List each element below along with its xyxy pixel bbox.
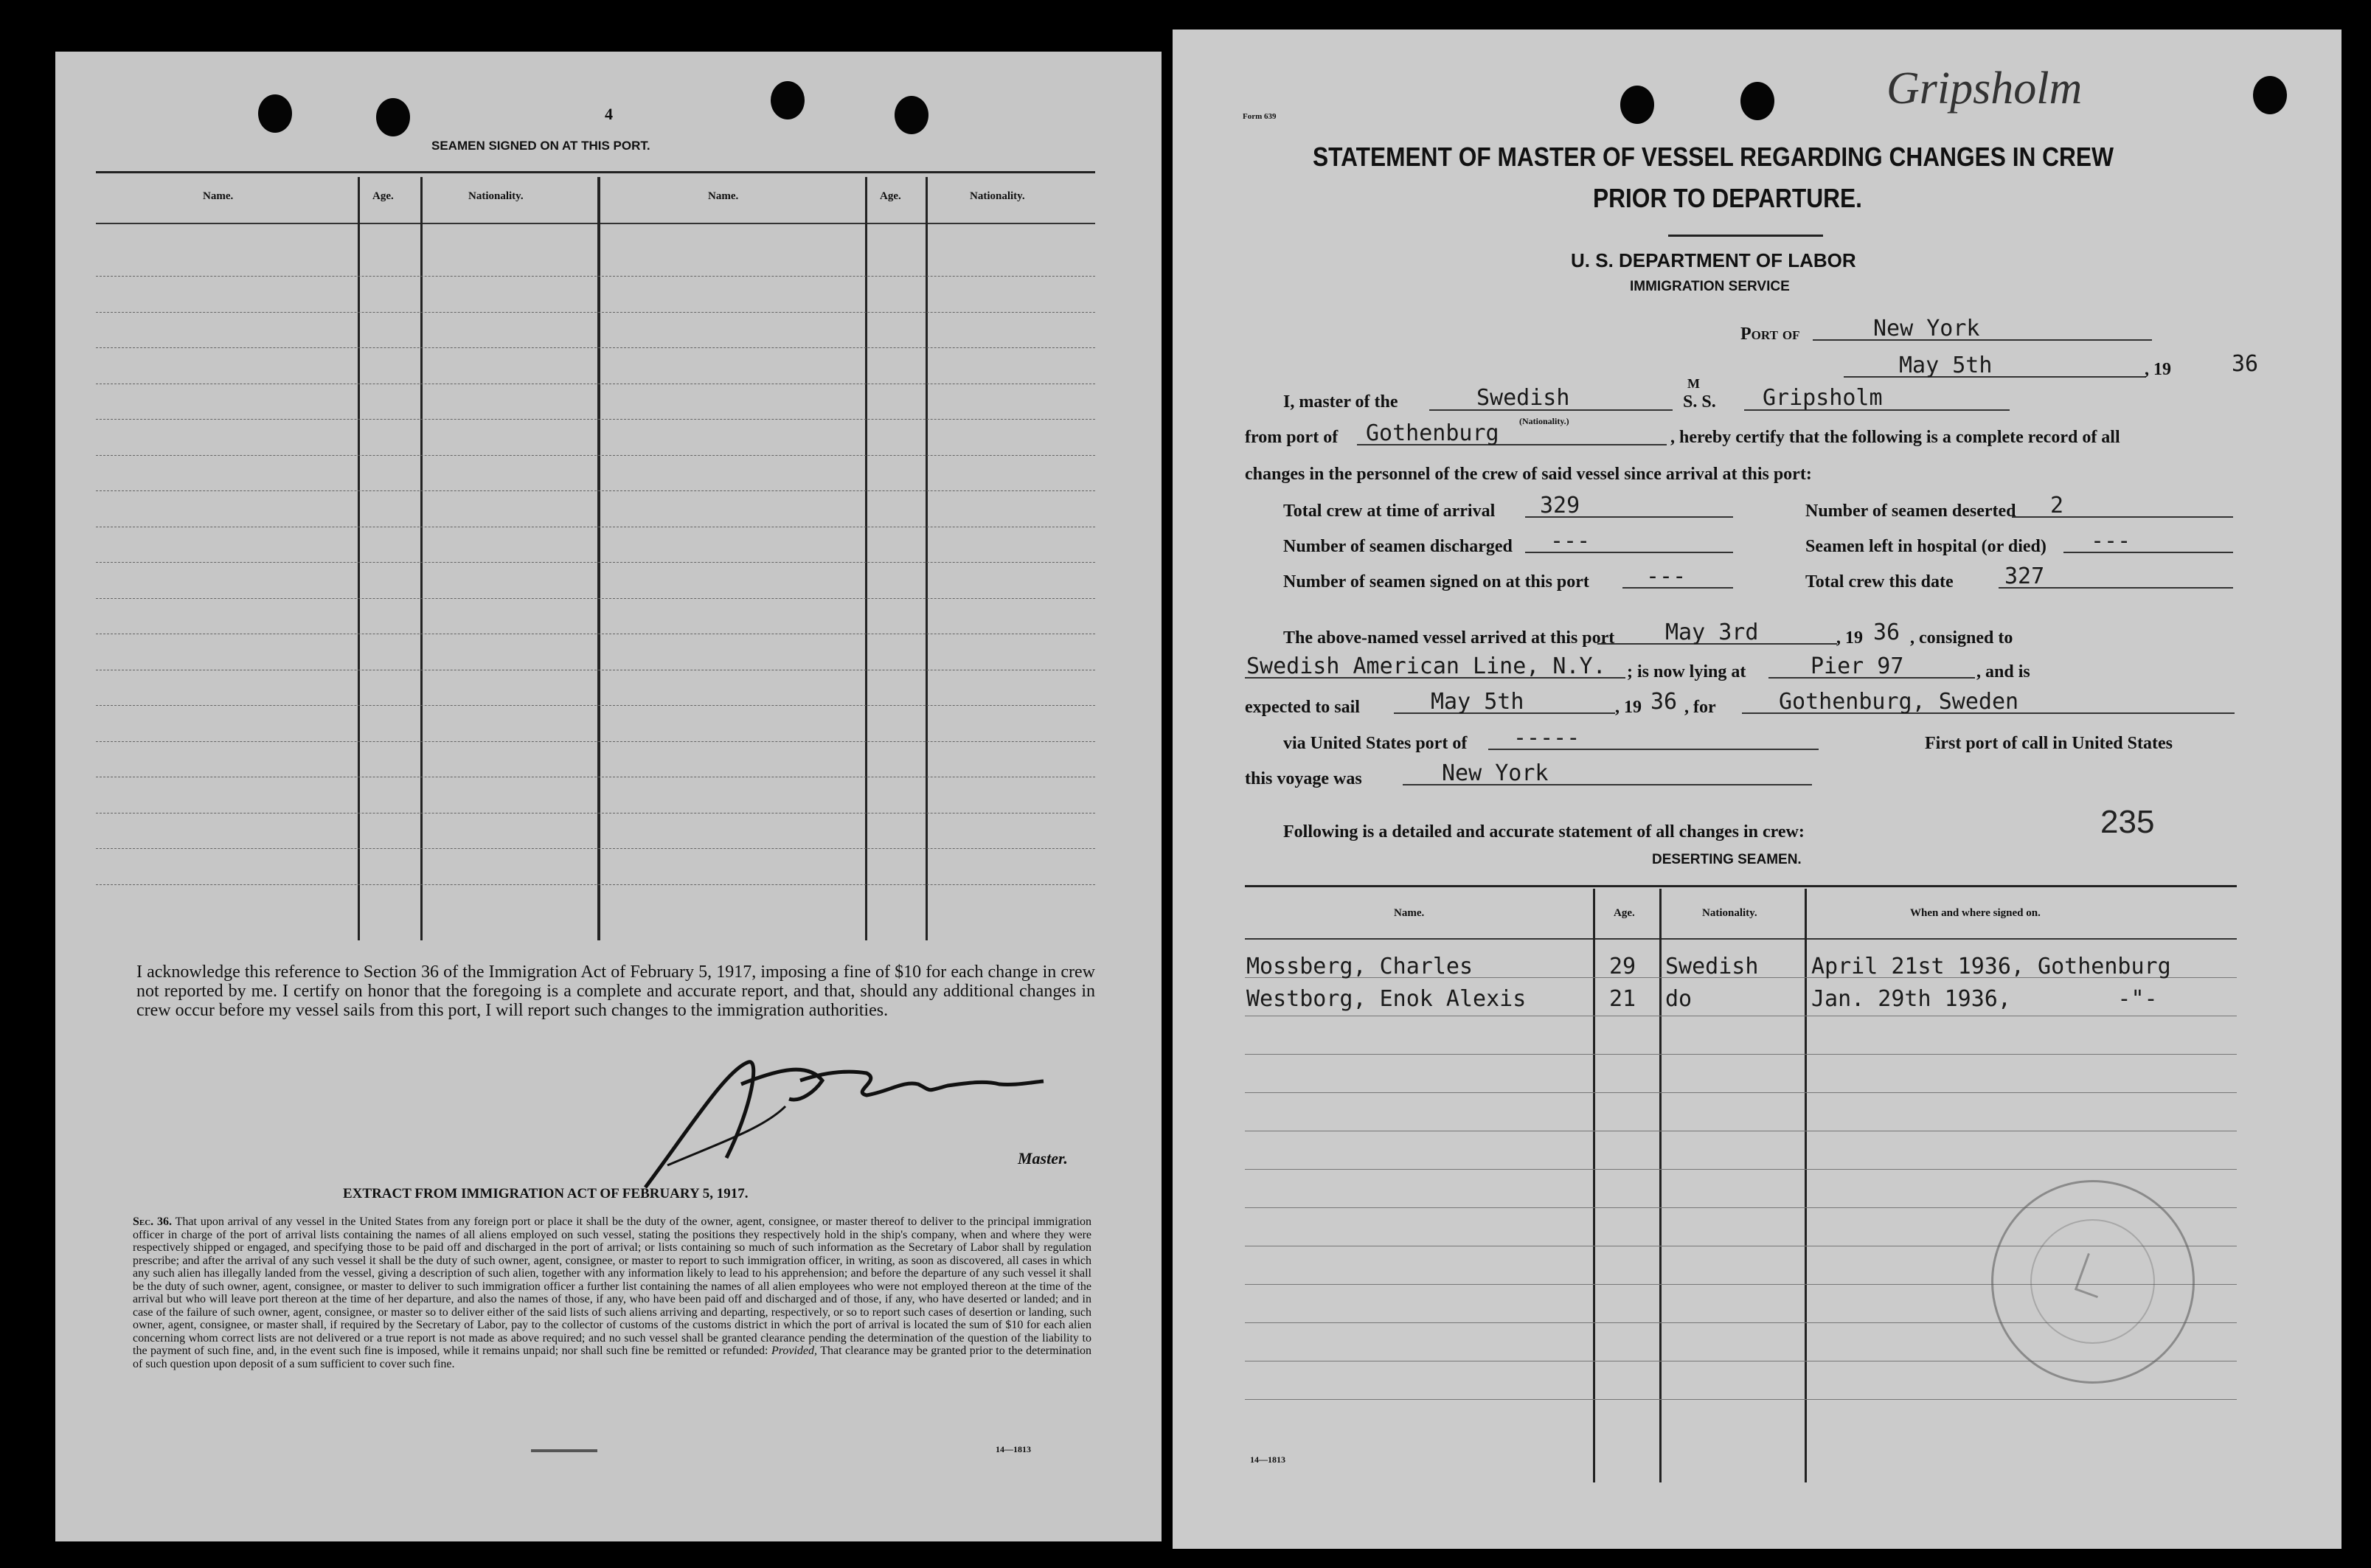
row-signed-on: Jan. 29th 1936, -"- bbox=[1811, 986, 2158, 1012]
col-age-1: Age. bbox=[372, 190, 394, 202]
table-row-line bbox=[1245, 1399, 2237, 1400]
row-nationality: Swedish bbox=[1665, 954, 1759, 979]
punch-hole-icon bbox=[258, 94, 292, 133]
total-crew-arrival-value: 329 bbox=[1540, 493, 1580, 518]
table-row-line bbox=[96, 562, 1095, 563]
row-age: 21 bbox=[1609, 986, 1636, 1012]
table-row-line bbox=[1245, 1092, 2237, 1093]
col-name: Name. bbox=[1394, 907, 1425, 919]
ship-name: Gripsholm bbox=[1763, 385, 1883, 411]
table-row-line bbox=[96, 848, 1095, 850]
lying-value: Pier 97 bbox=[1811, 653, 1904, 679]
col-name-1: Name. bbox=[203, 190, 234, 202]
table-row-line bbox=[96, 490, 1095, 492]
form-label: Form 639 bbox=[1243, 112, 1277, 121]
extract-provided: Provided, bbox=[771, 1345, 818, 1357]
row-name: Westborg, Enok Alexis bbox=[1246, 986, 1527, 1012]
table-row-line bbox=[96, 741, 1095, 743]
total-crew-arrival-label: Total crew at time of arrival bbox=[1283, 502, 1496, 521]
right-form-code: 14—1813 bbox=[1250, 1454, 1285, 1465]
port-value: New York bbox=[1873, 316, 1980, 341]
table-row-line bbox=[96, 384, 1095, 385]
col-nationality-2: Nationality. bbox=[970, 190, 1025, 202]
date-value: May 5th bbox=[1899, 353, 1993, 378]
table-row-line bbox=[96, 276, 1095, 277]
col-age: Age. bbox=[1614, 907, 1635, 919]
certify-text: , hereby certify that the following is a complete record of all bbox=[1670, 428, 2120, 447]
table-row-line bbox=[96, 670, 1095, 671]
nationality-value: Swedish bbox=[1476, 385, 1570, 411]
table-row-line bbox=[96, 777, 1095, 778]
arrived-label: The above-named vessel arrived at this port bbox=[1283, 628, 1615, 648]
table-row-line bbox=[96, 598, 1095, 600]
date-year-prefix: , 19 bbox=[2145, 360, 2171, 379]
form-title-line1: STATEMENT OF MASTER OF VESSEL REGARDING CHANGES IN CREW bbox=[1313, 142, 2114, 172]
deserting-title: DESERTING SEAMEN. bbox=[1652, 852, 1802, 867]
row-name: Mossberg, Charles bbox=[1246, 954, 1473, 979]
lying-label: ; is now lying at bbox=[1627, 662, 1746, 681]
nationality-caption: (Nationality.) bbox=[1519, 416, 1569, 426]
changes-text: changes in the personnel of the crew of said vessel since arrival at this port: bbox=[1245, 465, 1812, 484]
expected-year-prefix: , 19 bbox=[1615, 698, 1642, 717]
row-nationality: do bbox=[1665, 986, 1693, 1012]
col-nationality: Nationality. bbox=[1702, 907, 1757, 919]
form-title-line2: PRIOR TO DEPARTURE. bbox=[1593, 183, 1862, 213]
punch-hole-icon bbox=[376, 98, 410, 136]
deserted-label: Number of seamen deserted bbox=[1805, 502, 2016, 521]
extract-body bbox=[133, 1215, 1091, 1370]
hospital-label: Seamen left in hospital (or died) bbox=[1805, 537, 2047, 556]
table-row-line bbox=[96, 419, 1095, 420]
from-port-label: from port of bbox=[1245, 428, 1339, 447]
table-title: SEAMEN SIGNED ON AT THIS PORT. bbox=[431, 139, 650, 153]
master-of-label: I, master of the bbox=[1283, 392, 1398, 412]
arrived-year-value: 36 bbox=[1873, 620, 1900, 645]
master-label: Master. bbox=[1018, 1149, 1068, 1168]
page-number: 4 bbox=[605, 105, 613, 123]
deserted-value: 2 bbox=[2050, 493, 2064, 518]
table-row-line bbox=[96, 813, 1095, 814]
ship-prefix-m: M bbox=[1687, 376, 1700, 391]
first-port-label: First port of call in United States bbox=[1925, 734, 2173, 753]
table-row-line bbox=[96, 347, 1095, 349]
handwritten-ship-name: Gripsholm bbox=[1886, 63, 2083, 114]
total-crew-date-label: Total crew this date bbox=[1805, 572, 1954, 592]
expected-label: expected to sail bbox=[1245, 698, 1360, 717]
extract-section: Sec. 36. bbox=[133, 1215, 173, 1228]
col-signed-on: When and where signed on. bbox=[1910, 907, 2041, 919]
department: U. S. DEPARTMENT OF LABOR bbox=[1571, 249, 1856, 271]
table-row-line bbox=[96, 312, 1095, 313]
row-signed-on: April 21st 1936, Gothenburg bbox=[1811, 954, 2171, 979]
table-row-line bbox=[96, 527, 1095, 528]
for-label: , for bbox=[1684, 698, 1716, 717]
following-text: Following is a detailed and accurate statement of all changes in crew: bbox=[1283, 822, 1805, 842]
punch-hole-icon bbox=[895, 96, 928, 134]
voyage-label: this voyage was bbox=[1245, 769, 1362, 788]
total-crew-date-value: 327 bbox=[2004, 563, 2045, 589]
via-value: ----- bbox=[1513, 725, 1580, 751]
and-is-label: , and is bbox=[1976, 662, 2030, 681]
punch-hole-icon bbox=[2253, 76, 2287, 114]
col-age-2: Age. bbox=[880, 190, 901, 202]
col-nationality-1: Nationality. bbox=[468, 190, 524, 202]
left-form-code: 14—1813 bbox=[996, 1444, 1031, 1454]
table-row-line bbox=[96, 455, 1095, 457]
punch-hole-icon bbox=[771, 81, 805, 119]
expected-year-value: 36 bbox=[1650, 689, 1678, 715]
punch-hole-icon bbox=[1620, 86, 1654, 124]
extract-title: EXTRACT FROM IMMIGRATION ACT OF FEBRUARY 5, 1917. bbox=[343, 1186, 749, 1201]
service: IMMIGRATION SERVICE bbox=[1630, 279, 1790, 294]
ship-prefix-ss: S. S. bbox=[1683, 392, 1716, 412]
expected-value: May 5th bbox=[1431, 689, 1524, 715]
signed-on-value: --- bbox=[1646, 563, 1687, 589]
punch-hole-icon bbox=[1740, 82, 1774, 120]
printing-office-mark bbox=[531, 1449, 597, 1452]
extract-text: That upon arrival of any vessel in the United States from any foreign port or place it shall be the duty of the owner, agent, consignee, or master thereof to deliver to the principal immigration officer in charge of the port of arrival lists containing the names of all aliens employed on such vessel, stating the positions they respectively hold in the ship's company, when and where they were respectively shipped or engaged, and specifying those to be paid off and discharged in the port of arrival; or lists containing so much of such information as the Secretary of Labor shall by regulation prescribe; and after the arrival of any such vessel it shall be the duty of such owner, agent, consignee, or master to report to such immigration officer, in writing, as soon as discovered, all cases in which any such alien has illegally landed from the vessel, giving a description of such alien, together with any information likely to lead to his apprehension; and before the departure of any such vessel it shall be the duty of such owner, agent, consignee, or master to deliver to such immigration officer a further list containing the names of all alien employees who were not employed thereon at the time of the arrival but who will leave port thereon at the time of her departure, and also the names of those, if any, who have been paid off and discharged and of those, if any, who have deserted or landed; and in case of the failure of such owner, agent, consignee, or master so to deliver either of the said lists of such aliens arriving and departing, respectively, or so to report such cases of desertion or landing, such owner, agent, consignee, or master shall, if required by the Secretary of Labor, pay to the collector of customs of the customs district in which the port of arrival is located the sum of $10 for each alien concerning whom correct lists are not delivered or a true report is not made as above required; and no such vessel shall be granted clearance pending the determination of the question of the liability to the payment of such fine, and, in the event such fine is imposed, while it remains unpaid; nor shall such fine be remitted or refunded: bbox=[133, 1215, 1092, 1357]
extract-end: That clearance may be granted prior to the determination of such question upon deposit of a sum sufficient to cover such fine. bbox=[133, 1345, 1092, 1370]
date-year-value: 36 bbox=[2232, 351, 2259, 377]
row-age: 29 bbox=[1609, 954, 1636, 979]
arrived-year-prefix: , 19 bbox=[1836, 628, 1863, 648]
consignee-value: Swedish American Line, N.Y. bbox=[1246, 653, 1606, 679]
table-row-line bbox=[1245, 1054, 2237, 1055]
port-label: Port of bbox=[1740, 325, 1800, 344]
left-page bbox=[55, 52, 1162, 1541]
table-row-line bbox=[1245, 1169, 2237, 1170]
for-value: Gothenburg, Sweden bbox=[1779, 689, 2019, 715]
signed-on-label: Number of seamen signed on at this port bbox=[1283, 572, 1589, 592]
table-row-line bbox=[96, 705, 1095, 707]
from-port-value: Gothenburg bbox=[1366, 420, 1499, 446]
col-name-2: Name. bbox=[708, 190, 739, 202]
hospital-value: --- bbox=[2091, 528, 2131, 554]
handwritten-number: 235 bbox=[2100, 804, 2155, 840]
discharged-label: Number of seamen discharged bbox=[1283, 537, 1513, 556]
table-row-line bbox=[96, 634, 1095, 635]
via-label: via United States port of bbox=[1283, 734, 1468, 753]
discharged-value: --- bbox=[1550, 528, 1591, 554]
master-signature bbox=[601, 1040, 1117, 1210]
voyage-value: New York bbox=[1442, 760, 1549, 786]
right-page bbox=[1173, 30, 2342, 1549]
consigned-label: , consigned to bbox=[1910, 628, 2013, 648]
acknowledgment-text: I acknowledge this reference to Section 36 of the Immigration Act of February 5, 1917, imposing a fine of $10 for each change in crew not reported by me. I certify on honor that the foregoing is a complete and accurate report, and that, should any additional changes in crew occur before my vessel sails from this port, I will report such changes to the immigration authorities. bbox=[136, 962, 1095, 1020]
table-row-line bbox=[96, 884, 1095, 886]
immigration-stamp bbox=[1991, 1180, 2195, 1384]
arrived-value: May 3rd bbox=[1665, 620, 1759, 645]
